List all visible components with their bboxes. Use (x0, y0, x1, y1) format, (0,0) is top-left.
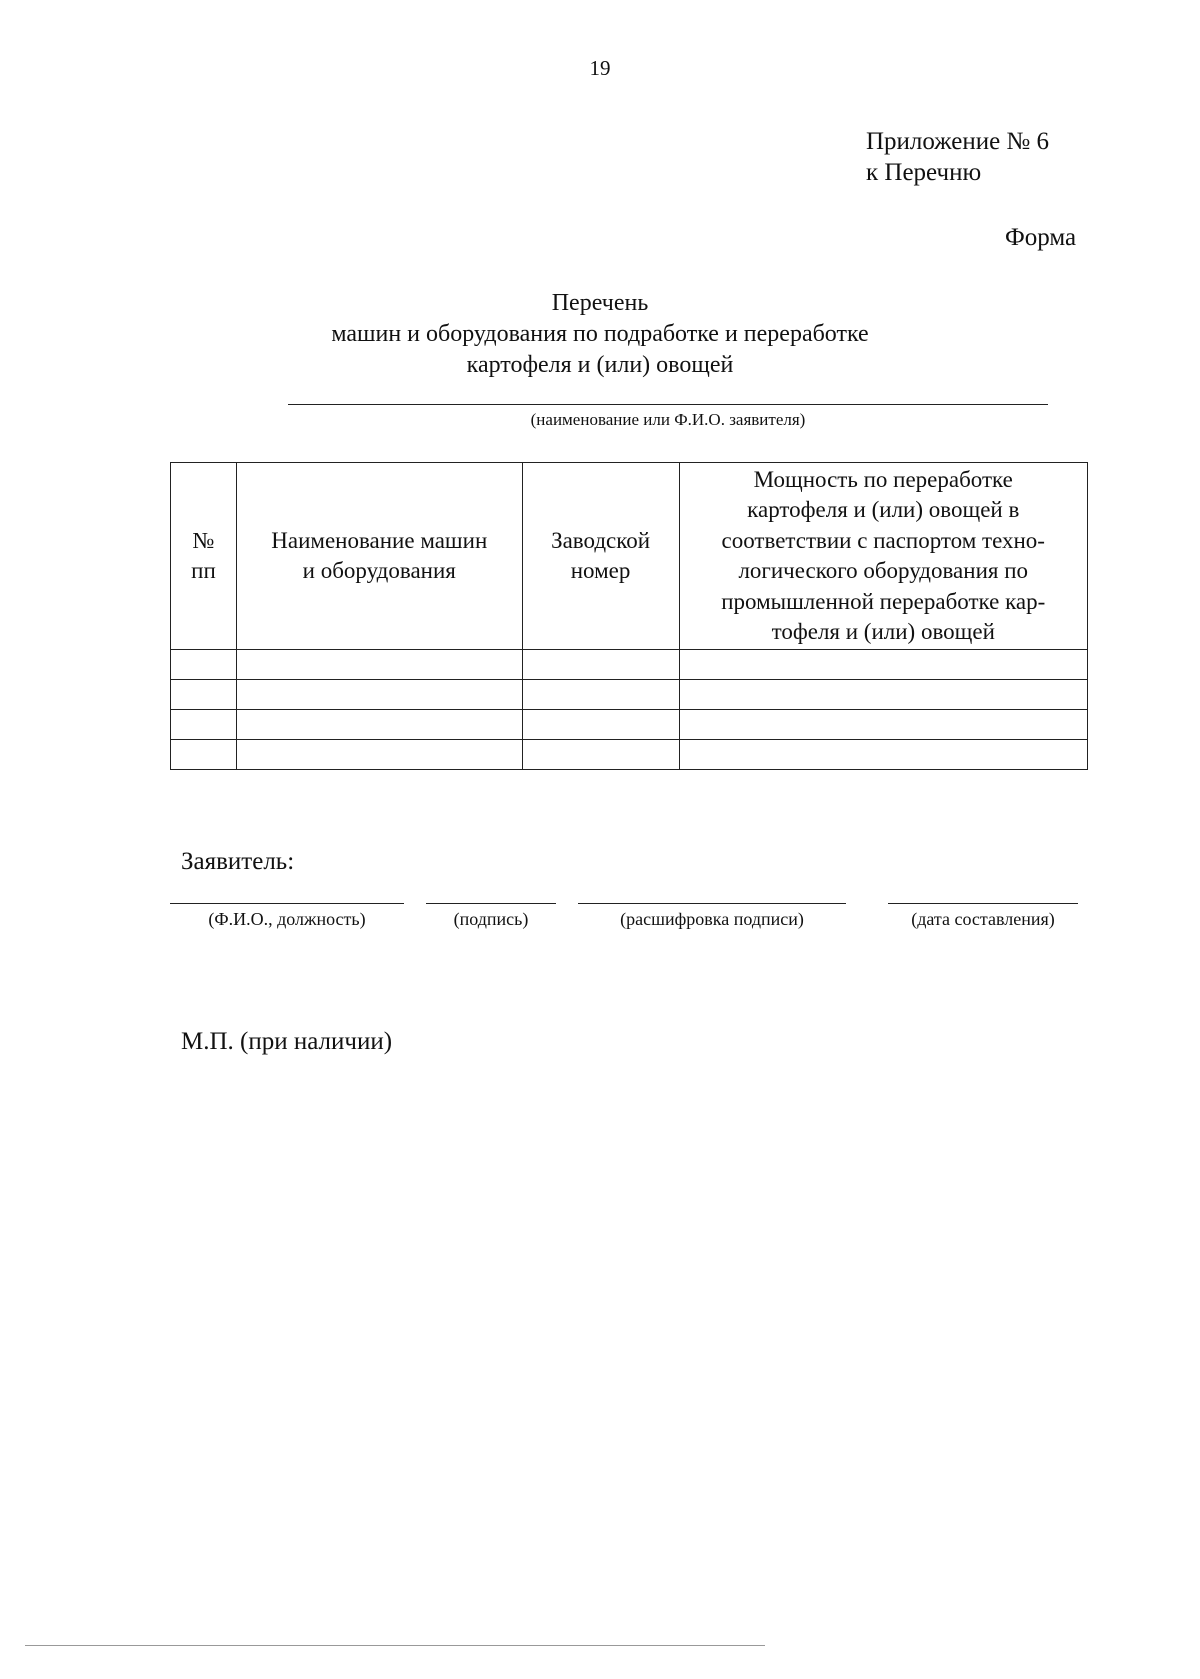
header-serial-number: Заводской номер (522, 463, 679, 650)
signature-line-sign (426, 903, 556, 904)
header-number: № пп (171, 463, 237, 650)
caption-signature: (подпись) (453, 909, 529, 929)
title-line: картофеля и (или) овощей (466, 352, 734, 378)
table-row (171, 680, 1088, 710)
table-row (171, 740, 1088, 770)
table-cell (171, 680, 237, 710)
equipment-table (170, 462, 1088, 770)
table-cell (522, 680, 679, 710)
caption-name-position: (Ф.И.О., должность) (208, 909, 366, 929)
table-cell (522, 650, 679, 680)
table-cell (171, 650, 237, 680)
stamp-label: М.П. (при наличии) (181, 1028, 393, 1055)
table-cell (522, 740, 679, 770)
table-body (171, 650, 1088, 770)
applicant-name-caption: (наименование или Ф.И.О. заявителя) (530, 410, 806, 429)
page-number: 19 (589, 56, 611, 80)
appendix-line: Приложение № 6 (866, 128, 1050, 155)
table-row (171, 710, 1088, 740)
table-header-row (171, 463, 1088, 650)
appendix-reference (866, 126, 1049, 188)
table-cell (236, 680, 522, 710)
table-cell (236, 650, 522, 680)
table-cell (236, 710, 522, 740)
applicant-label: Заявитель: (181, 848, 295, 875)
title-line: машин и оборудования по подработке и переработке (331, 321, 869, 347)
table-cell (522, 710, 679, 740)
form-label: Форма (1005, 224, 1077, 251)
header-capacity: Мощность по переработке картофеля и (или) овощей в соответствии с паспортом техно- логического оборудования по промышленной переработке кар- тофеля и (или) овощей (679, 463, 1088, 650)
caption-signature-decoding: (расшифровка подписи) (620, 909, 804, 929)
table-cell (679, 680, 1088, 710)
signature-line-decoding (578, 903, 846, 904)
table-cell (679, 740, 1088, 770)
appendix-line: к Перечню (866, 159, 982, 186)
applicant-name-line (288, 404, 1048, 405)
table-cell (679, 650, 1088, 680)
header-machine-name: Наименование машин и оборудования (236, 463, 522, 650)
document-title (260, 288, 940, 381)
caption-date: (дата составления) (911, 909, 1055, 929)
table-row (171, 650, 1088, 680)
table-cell (171, 710, 237, 740)
title-line: Перечень (551, 290, 649, 316)
table-cell (679, 710, 1088, 740)
table-cell (171, 740, 237, 770)
signature-line-date (888, 903, 1078, 904)
table-cell (236, 740, 522, 770)
bottom-rule (25, 1645, 765, 1646)
signature-line-name (170, 903, 404, 904)
